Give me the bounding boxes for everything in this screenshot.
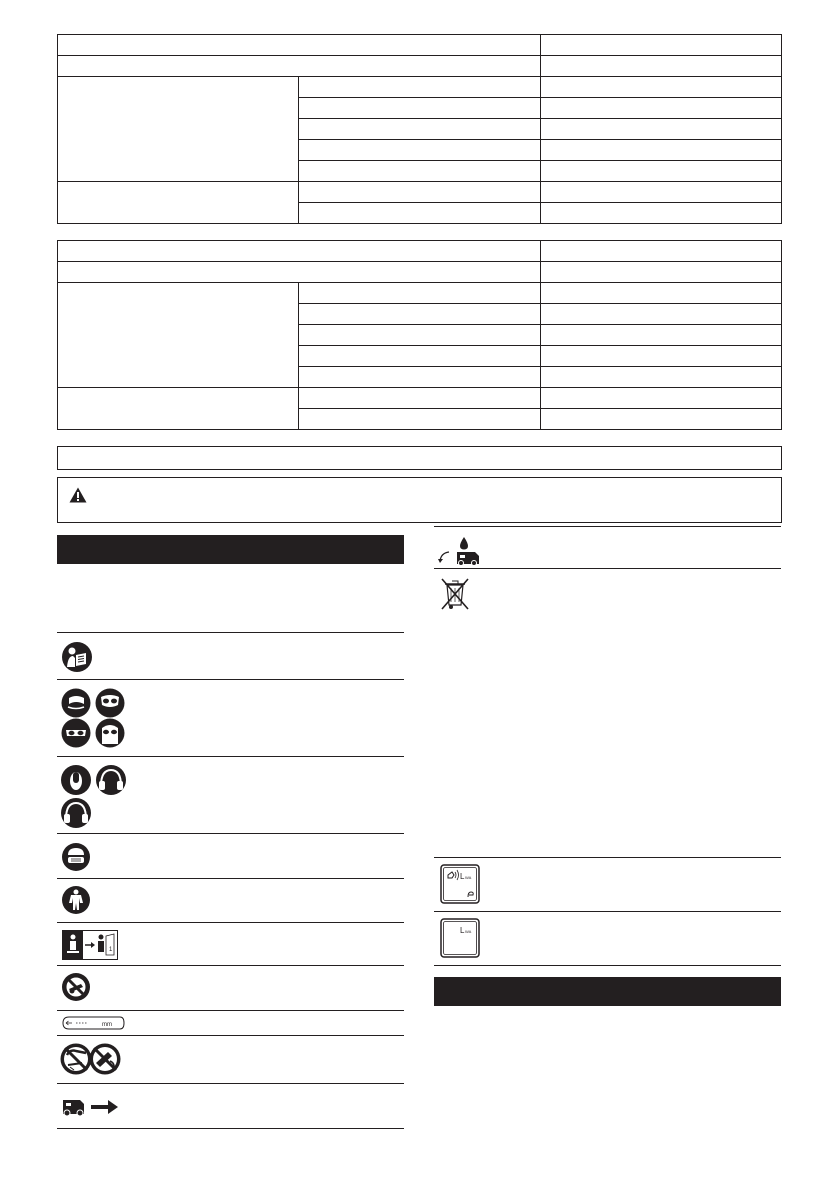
table-row	[58, 262, 782, 283]
table-row	[58, 283, 782, 304]
table-row	[58, 56, 782, 77]
table-row	[58, 241, 782, 262]
guide-bar-length-icon	[60, 1015, 126, 1031]
note-box	[57, 446, 782, 470]
helmet-icon	[62, 843, 90, 871]
crossed-bin-icon	[440, 577, 470, 611]
row-divider	[57, 965, 404, 966]
kickback-warning-icon	[62, 930, 118, 960]
row-divider	[434, 568, 781, 569]
warning-triangle-icon	[69, 487, 87, 506]
svg-text:WA: WA	[465, 875, 472, 880]
row-divider	[57, 1010, 404, 1011]
protective-clothing-icon	[62, 886, 90, 914]
chain-oil-icon	[437, 535, 483, 565]
spec-table-1	[57, 34, 782, 224]
svg-text:mm: mm	[102, 1022, 112, 1028]
table-row	[58, 388, 782, 409]
row-divider	[434, 857, 781, 858]
kickback-contact-icons	[60, 1043, 122, 1075]
row-divider	[434, 526, 781, 527]
symbols-section-heading	[57, 535, 404, 564]
row-divider	[57, 1083, 404, 1084]
eye-face-protection-icons	[60, 688, 128, 748]
table-row	[58, 182, 782, 203]
read-manual-icon	[62, 642, 92, 672]
row-divider	[57, 679, 404, 680]
row-divider	[57, 756, 404, 757]
svg-text:WA: WA	[465, 929, 472, 934]
row-divider	[57, 922, 404, 923]
hearing-protection-icons	[60, 764, 128, 830]
row-divider	[57, 833, 404, 834]
one-hand-prohibited-icon	[62, 973, 90, 1001]
svg-text:L: L	[460, 926, 465, 935]
spec-table-2	[57, 240, 782, 430]
table-row	[58, 77, 782, 98]
sound-power-icon	[440, 918, 480, 958]
row-divider	[57, 878, 404, 879]
row-divider	[57, 1128, 404, 1129]
right-section-heading	[434, 977, 781, 1006]
guaranteed-sound-power-icon	[440, 864, 480, 904]
warning-box	[57, 477, 782, 523]
row-divider	[434, 965, 781, 966]
row-divider	[57, 1035, 404, 1036]
row-divider	[57, 632, 404, 633]
svg-text:1: 1	[109, 947, 113, 953]
row-divider	[434, 911, 781, 912]
svg-text:L: L	[460, 872, 465, 881]
chain-direction-icon	[60, 1096, 122, 1118]
table-row	[58, 35, 782, 56]
